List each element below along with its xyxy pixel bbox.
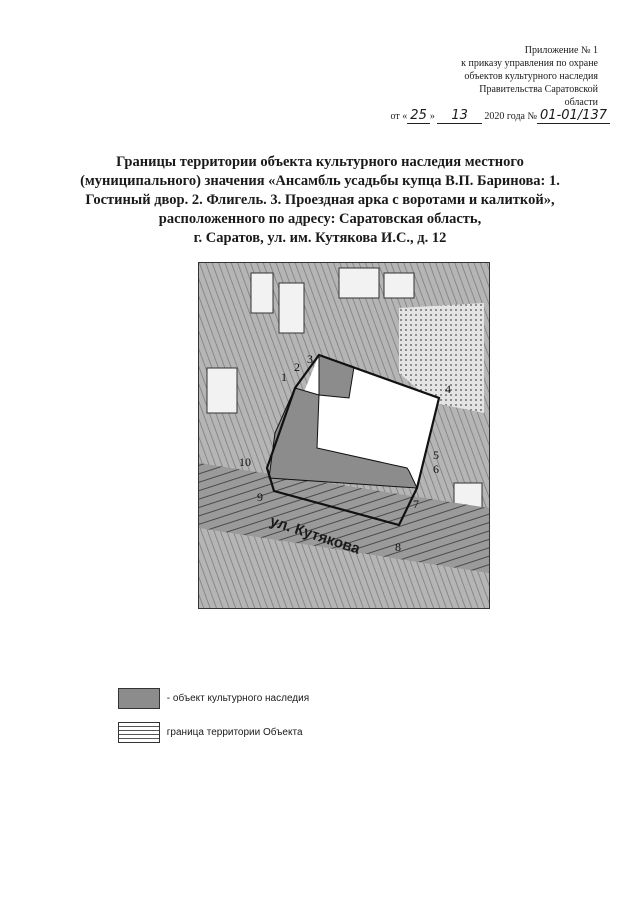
site-plan-map [198,262,490,609]
map-building [279,283,304,333]
title-line: расположенного по адресу: Саратовская область, [158,211,482,227]
map-point-label: 8 [395,540,401,554]
order-day: 25 [407,108,430,124]
legend-boundary-swatch [118,722,160,743]
map-point-label: 2 [294,360,300,374]
map-building [251,273,273,313]
map-building [384,273,414,298]
legend-boundary-label: граница территории Объекта [166,727,303,738]
appendix-line: к приказу управления по охране [461,58,598,69]
legend-object-label: - объект культурного наследия [166,693,310,704]
map-building [339,268,379,298]
map-street-label: ул. Кутякова [267,512,363,558]
map-point-label: 9 [257,490,263,504]
order-number: 01-01/137 [537,108,610,124]
appendix-block [298,44,598,109]
map-point-label: 3 [307,352,313,366]
legend-object-swatch [118,688,160,709]
order-reference: от « 25 » 13 2020 года № 01-01/137 [391,108,610,123]
map-building [207,368,237,413]
title-line: г. Саратов, ул. им. Кутякова И.С., д. 12 [193,230,447,246]
map-point-label: 7 [413,497,419,511]
legend-object [118,688,309,709]
map-point-label: 5 [433,448,439,462]
map-point-label: 4 [445,382,451,396]
title-line: Границы территории объекта культурного наследия местного [116,154,524,170]
order-year: 2020 года № [484,111,538,122]
appendix-line: Приложение № 1 [524,45,598,56]
title-line: (муниципального) значения «Ансамбль усадьбы купца В.П. Баринова: 1. [80,173,560,189]
order-month: 13 [437,108,482,124]
appendix-line: области [564,97,598,108]
order-prefix: от [390,111,400,122]
map-point-label: 6 [433,462,439,476]
legend-boundary [118,722,303,743]
document-title [50,153,590,248]
appendix-line: объектов культурного наследия [464,71,598,82]
title-line: Гостиный двор. 2. Флигель. 3. Проездная арка с воротами и калиткой», [85,192,555,208]
appendix-line: Правительства Саратовской [479,84,598,95]
map-point-label: 1 [281,370,287,384]
map-point-label: 10 [239,455,251,469]
